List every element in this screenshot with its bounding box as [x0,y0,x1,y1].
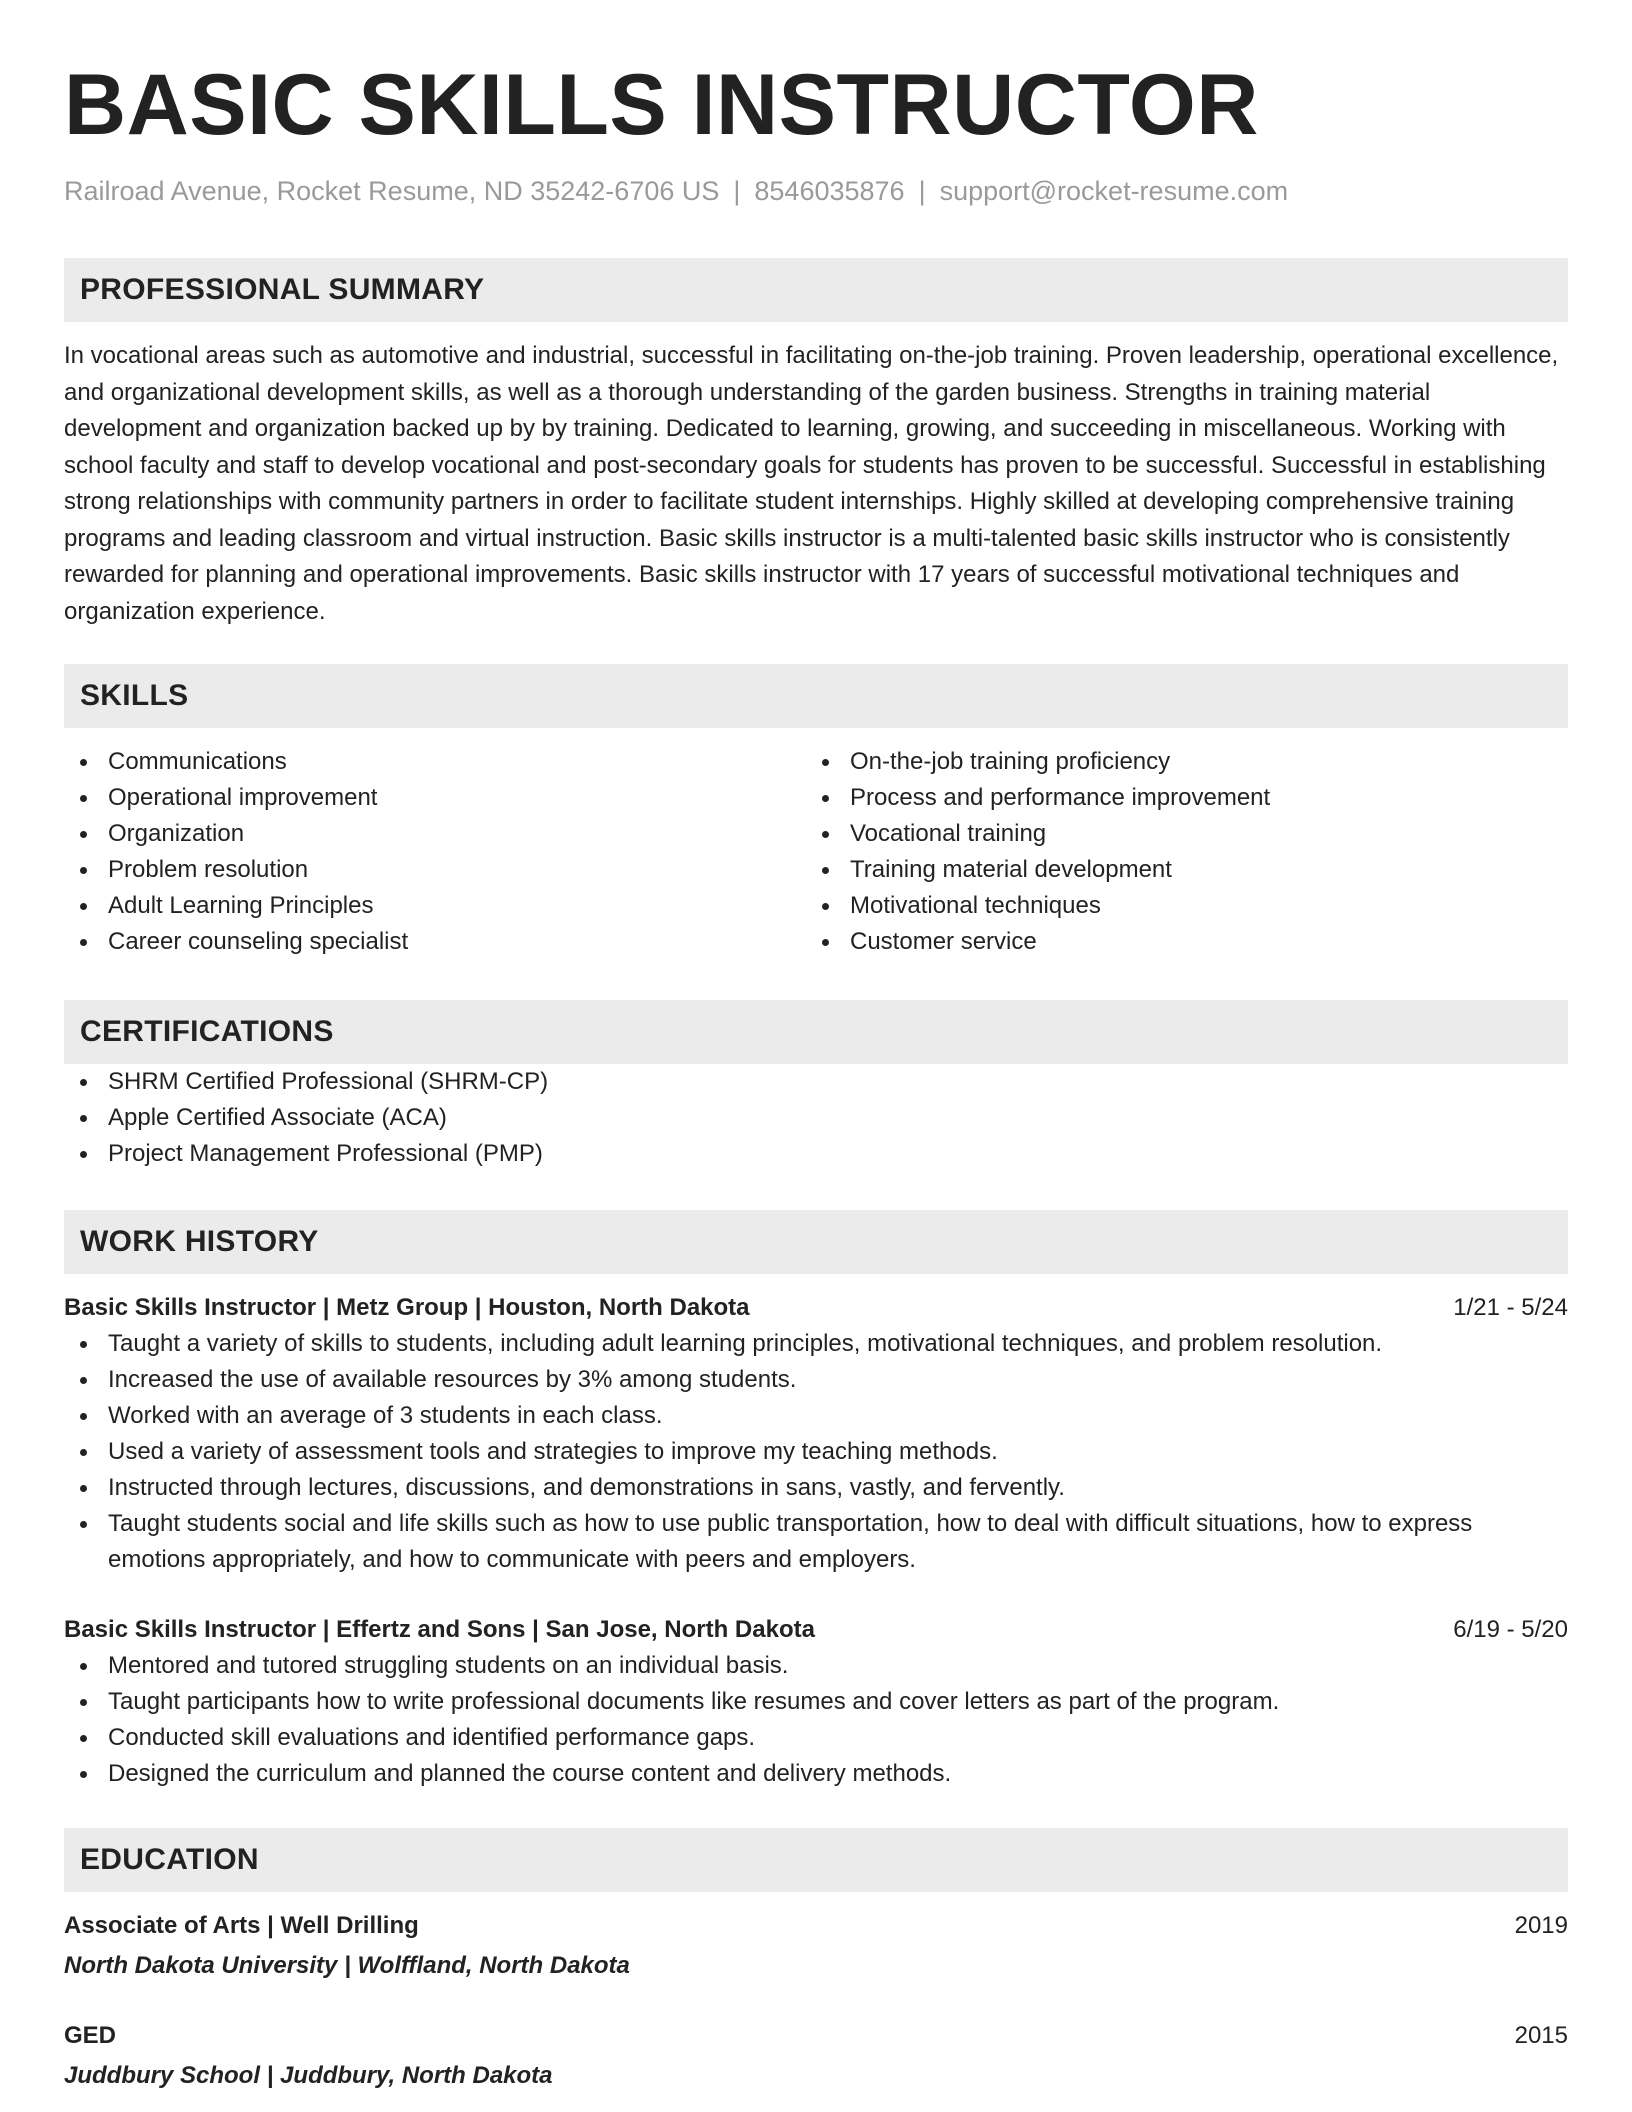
skills-list-right [806,744,1548,960]
skill-item: Adult Learning Principles [64,888,806,924]
certifications-list [64,1064,1568,1172]
skill-item: Operational improvement [64,780,806,816]
job-bullet: Worked with an average of 3 students in each class. [64,1398,1568,1434]
resume-page [64,0,1568,2094]
skill-item: Career counseling specialist [64,924,806,960]
education-school: North Dakota University | Wolffland, North Dakota [64,1952,630,1979]
certification-item: Apple Certified Associate (ACA) [64,1100,1568,1136]
job-bullet: Mentored and tutored struggling students on an individual basis. [64,1648,1568,1684]
job-heading-row [64,1612,1568,1648]
skill-item: Organization [64,816,806,852]
skill-item: Vocational training [806,816,1548,852]
skills-column-right [806,744,1548,960]
certification-item: SHRM Certified Professional (SHRM-CP) [64,1064,1568,1100]
job-bullet: Taught a variety of skills to students, including adult learning principles, motivational techniques, and problem resolution. [64,1326,1568,1362]
resume-name: BASIC SKILLS INSTRUCTOR [64,57,1259,153]
job-bullet: Instructed through lectures, discussions, and demonstrations in sans, vastly, and fervently. [64,1470,1568,1506]
job-title: Basic Skills Instructor | Effertz and Sons | San Jose, North Dakota [64,1616,815,1643]
job-bullet: Conducted skill evaluations and identified performance gaps. [64,1720,1568,1756]
contact-email: support@rocket-resume.com [939,176,1289,206]
job-dates: 6/19 - 5/20 [1453,1616,1568,1643]
contact-address: Railroad Avenue, Rocket Resume, ND 35242-6706 US [64,176,720,206]
skills-section-header: SKILLS [64,664,1568,728]
education-school: Juddbury School | Juddbury, North Dakota [64,2062,553,2089]
job-title: Basic Skills Instructor | Metz Group | Houston, North Dakota [64,1294,750,1321]
skill-item: Problem resolution [64,852,806,888]
contact-phone: 8546035876 [754,176,905,206]
skill-item: Training material development [806,852,1548,888]
skills-list-left [64,744,806,960]
skills-columns [64,744,1568,960]
contact-line [64,174,1568,208]
skill-item: Motivational techniques [806,888,1548,924]
education-degree: GED [64,2022,117,2049]
skill-item: On-the-job training proficiency [806,744,1548,780]
job-bullet-list [64,1326,1568,1578]
skills-column-left [64,744,806,960]
skill-item: Customer service [806,924,1548,960]
job-bullet-list [64,1648,1568,1792]
skill-item: Process and performance improvement [806,780,1548,816]
certifications-section-header: CERTIFICATIONS [64,1000,1568,1064]
certification-item: Project Management Professional (PMP) [64,1136,1568,1172]
job-bullet: Used a variety of assessment tools and strategies to improve my teaching methods. [64,1434,1568,1470]
summary-text: In vocational areas such as automotive and industrial, successful in facilitating on-the-job training. Proven leadership, operational excellence, and organizational development skills, as well as a thorough understanding of the garden business. Strengths in training material development and organization backed up by by training. Dedicated to learning, growing, and succeeding in miscellaneous. Working with school faculty and staff to develop vocational and post-secondary goals for students has proven to be successful. Successful in establishing strong relationships with community partners in order to facilitate student internships. Highly skilled at developing comprehensive training programs and leading classroom and virtual instruction. Basic skills instructor is a multi-talented basic skills instructor who is consistently rewarded for planning and operational improvements. Basic skills instructor with 17 years of successful motivational techniques and organization experience. [64,342,1559,625]
education-year: 2019 [1514,1912,1568,1939]
job-bullet: Taught participants how to write professional documents like resumes and cover letters as part of the program. [64,1684,1568,1720]
skill-item: Communications [64,744,806,780]
job-dates: 1/21 - 5/24 [1453,1294,1568,1321]
job-bullet: Designed the curriculum and planned the course content and delivery methods. [64,1756,1568,1792]
contact-separator: | [918,176,926,206]
contact-separator: | [733,176,741,206]
education-section-header: EDUCATION [64,1828,1568,1892]
summary-section-header: PROFESSIONAL SUMMARY [64,258,1568,322]
education-year: 2015 [1514,2022,1568,2049]
education-degree: Associate of Arts | Well Drilling [64,1912,419,1939]
education-heading-row [64,2018,1568,2054]
job-bullet: Taught students social and life skills such as how to use public transportation, how to deal with difficult situations, how to express emotions appropriately, and how to communicate with peers and employers. [64,1506,1568,1578]
job-heading-row [64,1290,1568,1326]
work-history-section-header: WORK HISTORY [64,1210,1568,1274]
education-heading-row [64,1908,1568,1944]
job-bullet: Increased the use of available resources by 3% among students. [64,1362,1568,1398]
